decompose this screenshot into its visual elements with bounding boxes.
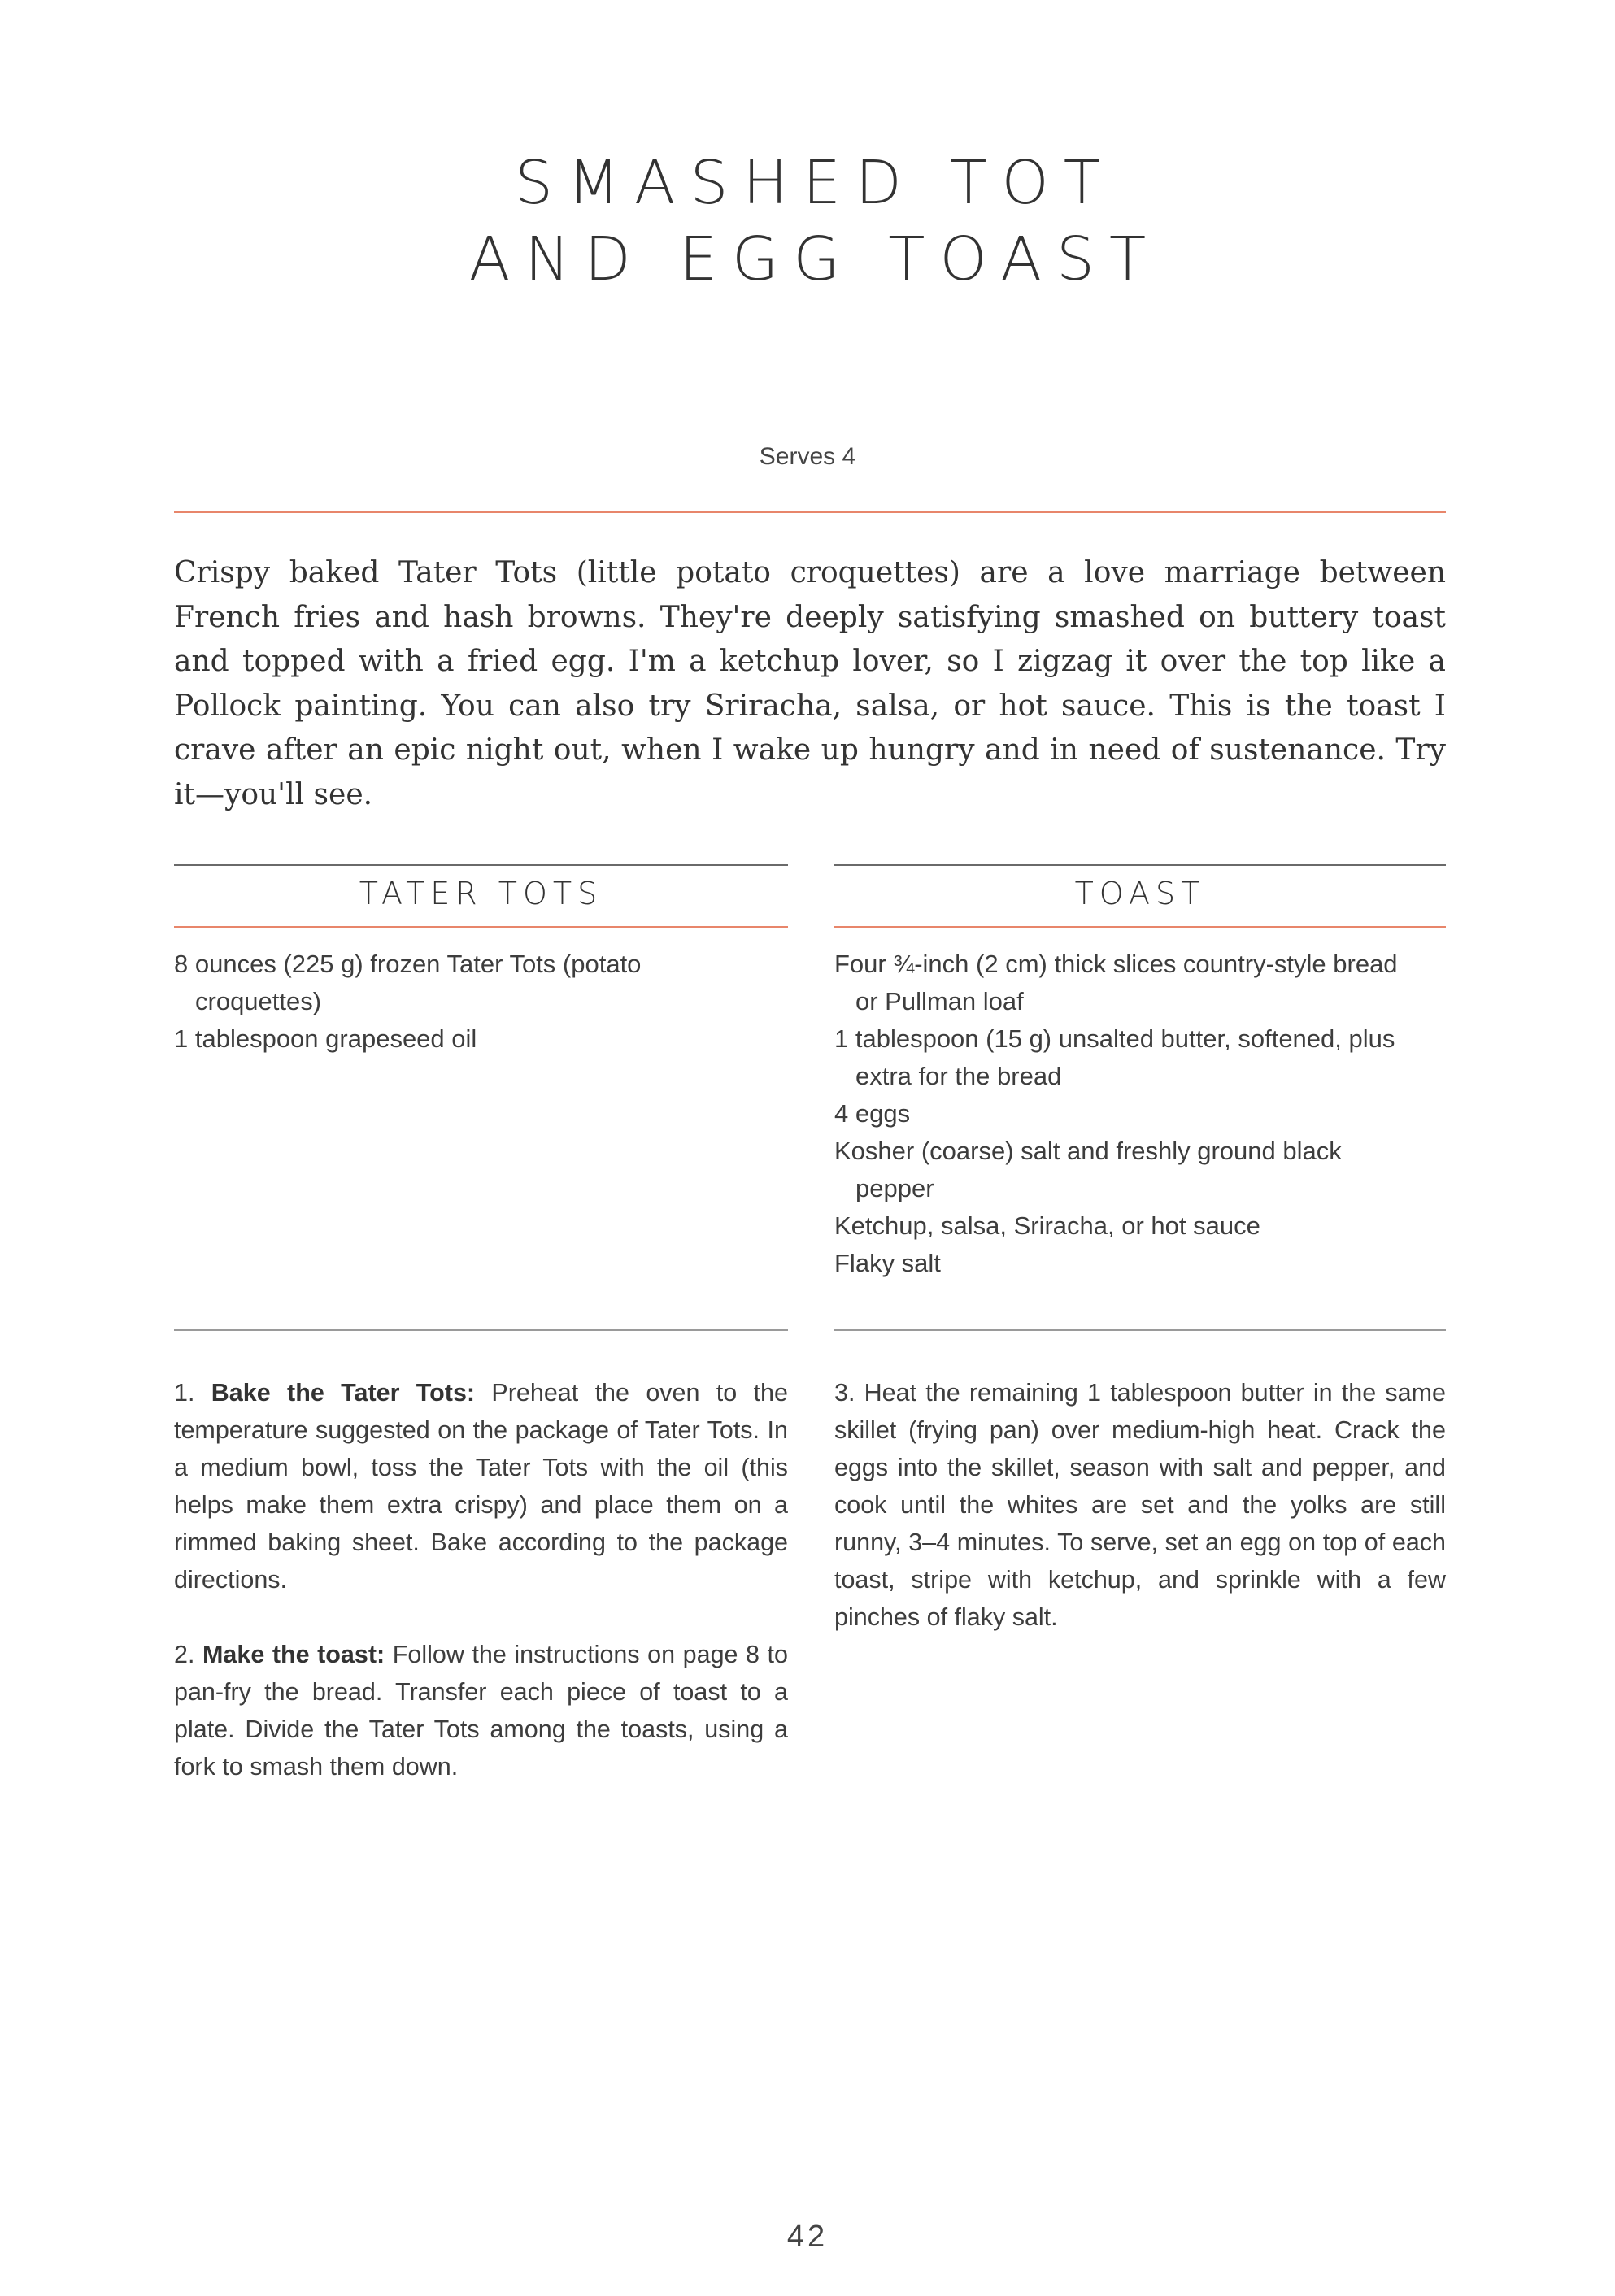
step-1 xyxy=(174,1374,788,1598)
ingredients-end-rule-right xyxy=(834,1329,1446,1331)
tater-tots-heading: TATER TOTS xyxy=(359,876,603,911)
recipe-title xyxy=(0,145,1615,298)
recipe-title-line1: SMASHED TOT xyxy=(515,148,1115,218)
ingredient-item: Four ¾-inch (2 cm) thick slices country-style bread or Pullman loaf xyxy=(834,950,1398,1015)
toast-ingredients xyxy=(834,946,1404,1282)
method-column-left xyxy=(174,1374,788,1823)
ingredients-end-rule-left xyxy=(174,1329,788,1331)
toast-heading: TOAST xyxy=(1074,876,1206,911)
tater-tots-bottom-rule xyxy=(174,926,788,928)
step-text: Follow the instructions on page 8 to pan-fry the bread. Transfer each piece of toast to a plate. Divide the Tater Tots among the toasts, using a fork to smash them down. xyxy=(174,1641,788,1781)
step-3 xyxy=(834,1374,1446,1636)
tater-tots-ingredients xyxy=(174,946,727,1058)
step-number: 2. xyxy=(174,1641,195,1668)
page-number: 42 xyxy=(786,2220,829,2254)
step-label: Bake the Tater Tots: xyxy=(211,1379,476,1407)
toast-bottom-rule xyxy=(834,926,1446,928)
step-number: 1. xyxy=(174,1379,195,1407)
ingredient-item: Ketchup, salsa, Sriracha, or hot sauce xyxy=(834,1211,1260,1240)
ingredient-item: 1 tablespoon grapeseed oil xyxy=(174,1024,477,1053)
ingredient-item: Kosher (coarse) salt and freshly ground black pepper xyxy=(834,1137,1342,1202)
method-column-right xyxy=(834,1374,1446,1673)
step-text: Heat the remaining 1 tablespoon butter in the same skillet (frying pan) over medium-high heat. Crack the eggs into the skillet, season with salt and pepper, and cook until the whites are set and the yolks are still runny, 3–4 minutes. To serve, set an egg on top of each toast, stripe with ketchup, and sprinkle with a few pinches of flaky salt. xyxy=(834,1379,1446,1631)
step-label: Make the toast: xyxy=(202,1641,385,1668)
serves-label: Serves 4 xyxy=(759,443,856,470)
ingredient-item: 1 tablespoon (15 g) unsalted butter, softened, plus extra for the bread xyxy=(834,1024,1395,1090)
ingredient-item: Flaky salt xyxy=(834,1249,941,1277)
toast-top-rule xyxy=(834,864,1446,866)
intro-paragraph: Crispy baked Tater Tots (little potato croquettes) are a love marriage between French fries and hash browns. They're deeply satisfying smashed on buttery toast and topped with a fried egg. I'm a ketchup lover, so I zigzag it over the top like a Pollock painting. You can also try Sriracha, salsa, or hot sauce. This is the toast I crave after an epic night out, when I wake up hungry and in need of sustenance. Try it—you'll see. xyxy=(174,556,1446,811)
step-text: Preheat the oven to the temperature suggested on the package of Tater Tots. In a medium bowl, toss the Tater Tots with the oil (this helps make them extra crispy) and place them on a rimmed baking sheet. Bake according to the package directions. xyxy=(174,1379,788,1594)
ingredient-item: 8 ounces (225 g) frozen Tater Tots (potato croquettes) xyxy=(174,950,642,1015)
ingredient-item: 4 eggs xyxy=(834,1099,911,1128)
step-number: 3. xyxy=(834,1379,855,1407)
step-2 xyxy=(174,1636,788,1785)
tater-tots-top-rule xyxy=(174,864,788,866)
recipe-title-line2: AND EGG TOAST xyxy=(468,224,1161,294)
intro-top-rule xyxy=(174,511,1446,513)
